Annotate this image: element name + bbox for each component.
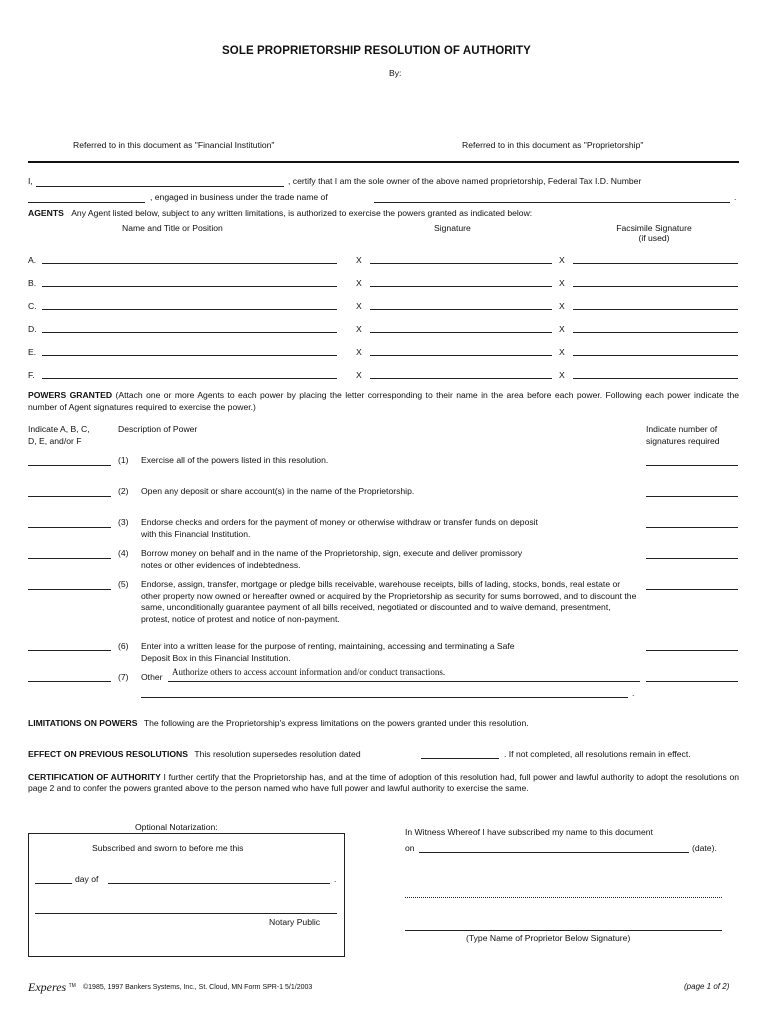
power-count-field[interactable] (646, 496, 738, 497)
agent-signature-field[interactable] (370, 355, 552, 356)
resolution-date-field[interactable] (421, 758, 499, 759)
power-count-field[interactable] (646, 558, 738, 559)
effect-text1: This resolution supersedes resolution dated (194, 749, 361, 759)
power-description-line1: Enter into a written lease for the purpose of renting, maintaining, accessing and terminating a Safe (141, 641, 515, 651)
footer-page-number: (page 1 of 2) (684, 982, 730, 991)
agent-letter: C. (28, 301, 37, 311)
col-facsimile-label: Facsimile Signature (616, 223, 692, 233)
col-indicate-line2: D, E, and/or F (28, 435, 82, 446)
effect-label: EFFECT ON PREVIOUS RESOLUTIONS (28, 749, 188, 759)
power-count-field[interactable] (646, 681, 738, 682)
agent-letter: A. (28, 255, 37, 265)
certify-text: , certify that I am the sole owner of the above named proprietorship, Federal Tax I.D. Number (288, 176, 642, 186)
agent-name-field[interactable] (42, 332, 337, 333)
power-count-field[interactable] (646, 589, 738, 590)
power-number: (4) (118, 548, 129, 558)
agent-name-field[interactable] (42, 378, 337, 379)
power-number: (6) (118, 641, 129, 651)
notary-heading: Optional Notarization: (135, 822, 218, 832)
notary-day-of: day of (75, 874, 99, 884)
x-mark: X (559, 324, 565, 334)
power-description-rest: bonds, real estate or other property now owned or hereafter owned or acquired by the Proprietorship as security for sums borrowed, and to discount the same, unconditionally guarantee payment of all bills received, negotiated or discounted and to waive demand, presentment, protest, notice of protest and notice of non-payment. (141, 579, 637, 624)
power-number: (3) (118, 517, 129, 527)
power-description-line1: Endorse checks and orders for the payment of money or otherwise withdraw or transfer funds on deposit (141, 517, 538, 527)
power-count-field[interactable] (646, 650, 738, 651)
x-mark: X (559, 255, 565, 265)
agent-signature-field[interactable] (370, 378, 552, 379)
power-letters-field[interactable] (28, 558, 111, 559)
power-letters-field[interactable] (28, 527, 111, 528)
notary-signature-field[interactable] (35, 913, 337, 914)
owner-name-field[interactable] (36, 186, 284, 187)
type-name-label: (Type Name of Proprietor Below Signature) (466, 933, 631, 943)
agents-text: Any Agent listed below, subject to any written limitations, is authorized to exercise the powers granted as indicated below: (71, 208, 533, 218)
notary-day-field[interactable] (35, 883, 72, 884)
trade-name-period: . (734, 192, 737, 202)
limitations-text: The following are the Proprietorship's express limitations on the powers granted under this resolution. (143, 718, 529, 728)
power-description (141, 579, 639, 625)
tax-id-field[interactable] (28, 202, 145, 203)
col-indicate-line1: Indicate A, B, C, (28, 424, 90, 434)
agent-letter: B. (28, 278, 37, 288)
witness-text: In Witness Whereof I have subscribed my name to this document (405, 827, 653, 837)
header-divider (28, 161, 739, 163)
limitations-label: LIMITATIONS ON POWERS (28, 718, 138, 728)
agent-name-field[interactable] (42, 263, 337, 264)
by-label: By: (389, 68, 402, 78)
x-mark: X (559, 301, 565, 311)
notary-month-year-field[interactable] (108, 883, 330, 884)
agent-name-field[interactable] (42, 286, 337, 287)
col-indicate (28, 424, 90, 447)
footer-logo (28, 980, 76, 995)
witness-on-label: on (405, 843, 415, 853)
power-letters-field[interactable] (28, 650, 111, 651)
other-power-period: . (632, 688, 635, 698)
experes-logo: Experes (28, 980, 67, 994)
agents-section (28, 208, 532, 218)
powers-intro: (Attach one or more Agents to each power by placing the letter corresponding to their name in the area before each power. Following each power indicate the number of Agent signatures required to exercise the power.) (28, 390, 740, 412)
notary-sworn-text: Subscribed and sworn to before me this (92, 843, 244, 853)
power-description-rest: notes or other evidences of indebtedness. (141, 559, 301, 570)
proprietor-name-field[interactable] (405, 930, 722, 931)
power-description (141, 517, 538, 540)
power-letters-field[interactable] (28, 465, 111, 466)
other-power-value[interactable]: Authorize others to access account information and/or conduct transactions. (172, 667, 446, 677)
notary-public-label: Notary Public (269, 917, 321, 927)
power-number: (1) (118, 455, 129, 465)
x-mark: X (559, 370, 565, 380)
agent-letter: E. (28, 347, 37, 357)
certification-text: I further certify that the Proprietorship has, and at the time of adoption of this resolution had, full power and lawful authority to adopt the resolutions on page 2 and to confer the powers granted above to the person named who have full power and lawful authority to exercise the same. (28, 772, 740, 793)
financial-institution-reference: Referred to in this document as "Financial Institution" (73, 140, 275, 150)
col-signature-count-line1: Indicate number of (646, 424, 718, 434)
powers-granted-section (28, 390, 739, 413)
power-letters-field[interactable] (28, 681, 111, 682)
power-description-rest: with this Financial Institution. (141, 528, 251, 539)
x-mark: X (559, 278, 565, 288)
col-signature: Signature (434, 223, 471, 233)
x-mark: X (559, 347, 565, 357)
agent-facsimile-field[interactable] (573, 286, 738, 287)
power-number: (2) (118, 486, 129, 496)
other-power-line2[interactable] (141, 697, 628, 698)
trade-name-text: , engaged in business under the trade name of (150, 192, 328, 202)
power-description (141, 548, 522, 571)
power-number: (7) (118, 672, 129, 682)
power-count-field[interactable] (646, 527, 738, 528)
agents-label: AGENTS (28, 208, 64, 218)
power-number: (5) (118, 579, 129, 589)
other-label: Other (141, 672, 163, 682)
trade-name-field[interactable] (374, 202, 730, 203)
certification-label: CERTIFICATION OF AUTHORITY (28, 772, 161, 782)
i-label: I, (28, 176, 33, 186)
power-description-line1: Borrow money on behalf and in the name of the Proprietorship, sign, execute and deliver promissory (141, 548, 523, 558)
col-signature-count (646, 424, 720, 447)
power-letters-field[interactable] (28, 496, 111, 497)
col-name-title: Name and Title or Position (122, 223, 223, 233)
witness-date-field[interactable] (419, 852, 689, 853)
col-facsimile (600, 223, 708, 243)
x-mark: X (356, 255, 362, 265)
certification-section (28, 772, 739, 794)
effect-section (28, 749, 361, 759)
power-description: Open any deposit or share account(s) in the name of the Proprietorship. (141, 486, 415, 496)
col-signature-count-line2: signatures required (646, 435, 720, 446)
agent-facsimile-field[interactable] (573, 332, 738, 333)
agent-facsimile-field[interactable] (573, 309, 738, 310)
agent-signature-field[interactable] (370, 309, 552, 310)
proprietorship-reference: Referred to in this document as "Proprietorship" (462, 140, 644, 150)
col-facsimile-note: (if used) (638, 233, 670, 243)
agent-signature-field[interactable] (370, 286, 552, 287)
agent-signature-field[interactable] (370, 263, 552, 264)
agent-letter: F. (28, 370, 35, 380)
power-description (141, 641, 515, 664)
witness-date-label: (date). (692, 843, 717, 853)
x-mark: X (356, 278, 362, 288)
col-description: Description of Power (118, 424, 198, 434)
x-mark: X (356, 301, 362, 311)
agent-name-field[interactable] (42, 309, 337, 310)
footer-copyright: ©1985, 1997 Bankers Systems, Inc., St. Cloud, MN Form SPR-1 5/1/2003 (83, 984, 313, 991)
agent-facsimile-field[interactable] (573, 355, 738, 356)
agent-name-field[interactable] (42, 355, 337, 356)
page-title: SOLE PROPRIETORSHIP RESOLUTION OF AUTHORITY (222, 45, 531, 57)
effect-text2: . If not completed, all resolutions remain in effect. (504, 749, 691, 759)
agent-facsimile-field[interactable] (573, 263, 738, 264)
notary-period: . (334, 874, 337, 884)
power-description-rest: Deposit Box in this Financial Institution. (141, 652, 291, 663)
x-mark: X (356, 347, 362, 357)
trademark: TM (68, 983, 76, 990)
power-description: Exercise all of the powers listed in this resolution. (141, 455, 329, 465)
powers-label: POWERS GRANTED (28, 390, 113, 400)
agent-letter: D. (28, 324, 37, 334)
x-mark: X (356, 324, 362, 334)
agent-facsimile-field[interactable] (573, 378, 738, 379)
power-count-field[interactable] (646, 465, 738, 466)
power-letters-field[interactable] (28, 589, 111, 590)
x-mark: X (356, 370, 362, 380)
other-power-line1[interactable] (168, 681, 640, 682)
agent-signature-field[interactable] (370, 332, 552, 333)
proprietor-signature-field[interactable] (405, 897, 722, 898)
limitations-section (28, 718, 529, 728)
power-description-line1: Endorse, assign, transfer, mortgage or pledge bills receivable, warehouse receipts, bills of lading, stocks, (141, 579, 540, 589)
